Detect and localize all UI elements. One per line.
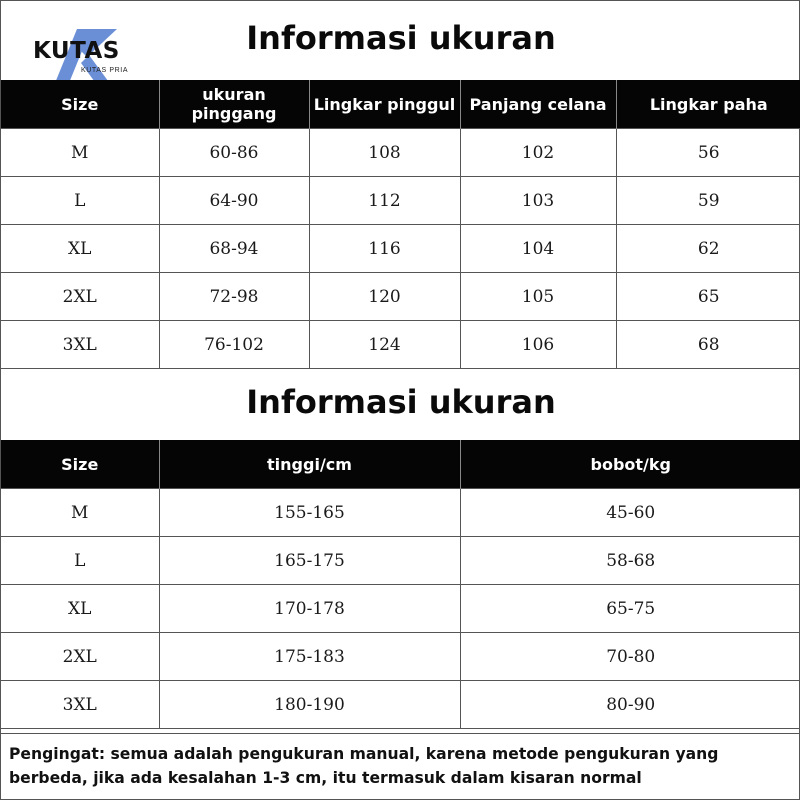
table-cell: 170-178: [159, 585, 460, 633]
brand-name: KUTAS: [33, 38, 120, 64]
column-header-size: Size: [1, 440, 159, 489]
table-row: [1, 225, 800, 273]
table-cell: M: [1, 129, 159, 177]
table-cell: 3XL: [1, 321, 159, 369]
table-cell: 60-86: [159, 129, 309, 177]
column-header-height: tinggi/cm: [159, 440, 460, 489]
table-cell: 58-68: [460, 537, 800, 585]
table-cell: 2XL: [1, 633, 159, 681]
table-cell: 72-98: [159, 273, 309, 321]
table-row: [1, 177, 800, 225]
table-row: [1, 129, 800, 177]
table-cell: 68: [616, 321, 800, 369]
table-cell: 76-102: [159, 321, 309, 369]
table-cell: 59: [616, 177, 800, 225]
table-header-row: [1, 80, 800, 129]
height-weight-table: [1, 440, 800, 729]
page-title-bottom: Informasi ukuran: [246, 383, 556, 421]
table-cell: L: [1, 177, 159, 225]
table-cell: 175-183: [159, 633, 460, 681]
table-cell: 68-94: [159, 225, 309, 273]
table-row: [1, 681, 800, 729]
table-row: [1, 489, 800, 537]
table-cell: 80-90: [460, 681, 800, 729]
table-cell: 45-60: [460, 489, 800, 537]
table-cell: 70-80: [460, 633, 800, 681]
table-cell: 116: [309, 225, 460, 273]
table-cell: 180-190: [159, 681, 460, 729]
table-cell: 3XL: [1, 681, 159, 729]
column-header-waist: ukuran pinggang: [159, 80, 309, 129]
table-cell: XL: [1, 225, 159, 273]
table-cell: 62: [616, 225, 800, 273]
table-cell: 104: [460, 225, 616, 273]
table-cell: 103: [460, 177, 616, 225]
table-cell: XL: [1, 585, 159, 633]
column-header-thigh: Lingkar paha: [616, 80, 800, 129]
table-cell: 105: [460, 273, 616, 321]
table-cell: 102: [460, 129, 616, 177]
table-cell: 120: [309, 273, 460, 321]
table-cell: 65: [616, 273, 800, 321]
table-header-row: [1, 440, 800, 489]
table-row: [1, 321, 800, 369]
table-cell: 112: [309, 177, 460, 225]
table-row: [1, 273, 800, 321]
size-measurement-table: [1, 80, 800, 369]
table-row: [1, 633, 800, 681]
table-row: [1, 537, 800, 585]
measurement-note: Pengingat: semua adalah pengukuran manual, karena metode pengukuran yang berbeda, jika ada kesalahan 1-3 cm, itu termasuk dalam kisaran normal: [1, 733, 800, 790]
page-title-top: Informasi ukuran: [246, 19, 556, 57]
brand-subtitle: KUTAS PRIA: [81, 67, 129, 74]
table-row: [1, 585, 800, 633]
table-cell: 56: [616, 129, 800, 177]
column-header-weight: bobot/kg: [460, 440, 800, 489]
table-cell: 106: [460, 321, 616, 369]
table-cell: 64-90: [159, 177, 309, 225]
column-header-hip: Lingkar pinggul: [309, 80, 460, 129]
table-cell: 2XL: [1, 273, 159, 321]
table-cell: M: [1, 489, 159, 537]
table-cell: 108: [309, 129, 460, 177]
column-header-length: Panjang celana: [460, 80, 616, 129]
table-cell: 124: [309, 321, 460, 369]
table-cell: 155-165: [159, 489, 460, 537]
table-cell: 165-175: [159, 537, 460, 585]
column-header-size: Size: [1, 80, 159, 129]
table-cell: 65-75: [460, 585, 800, 633]
table-cell: L: [1, 537, 159, 585]
